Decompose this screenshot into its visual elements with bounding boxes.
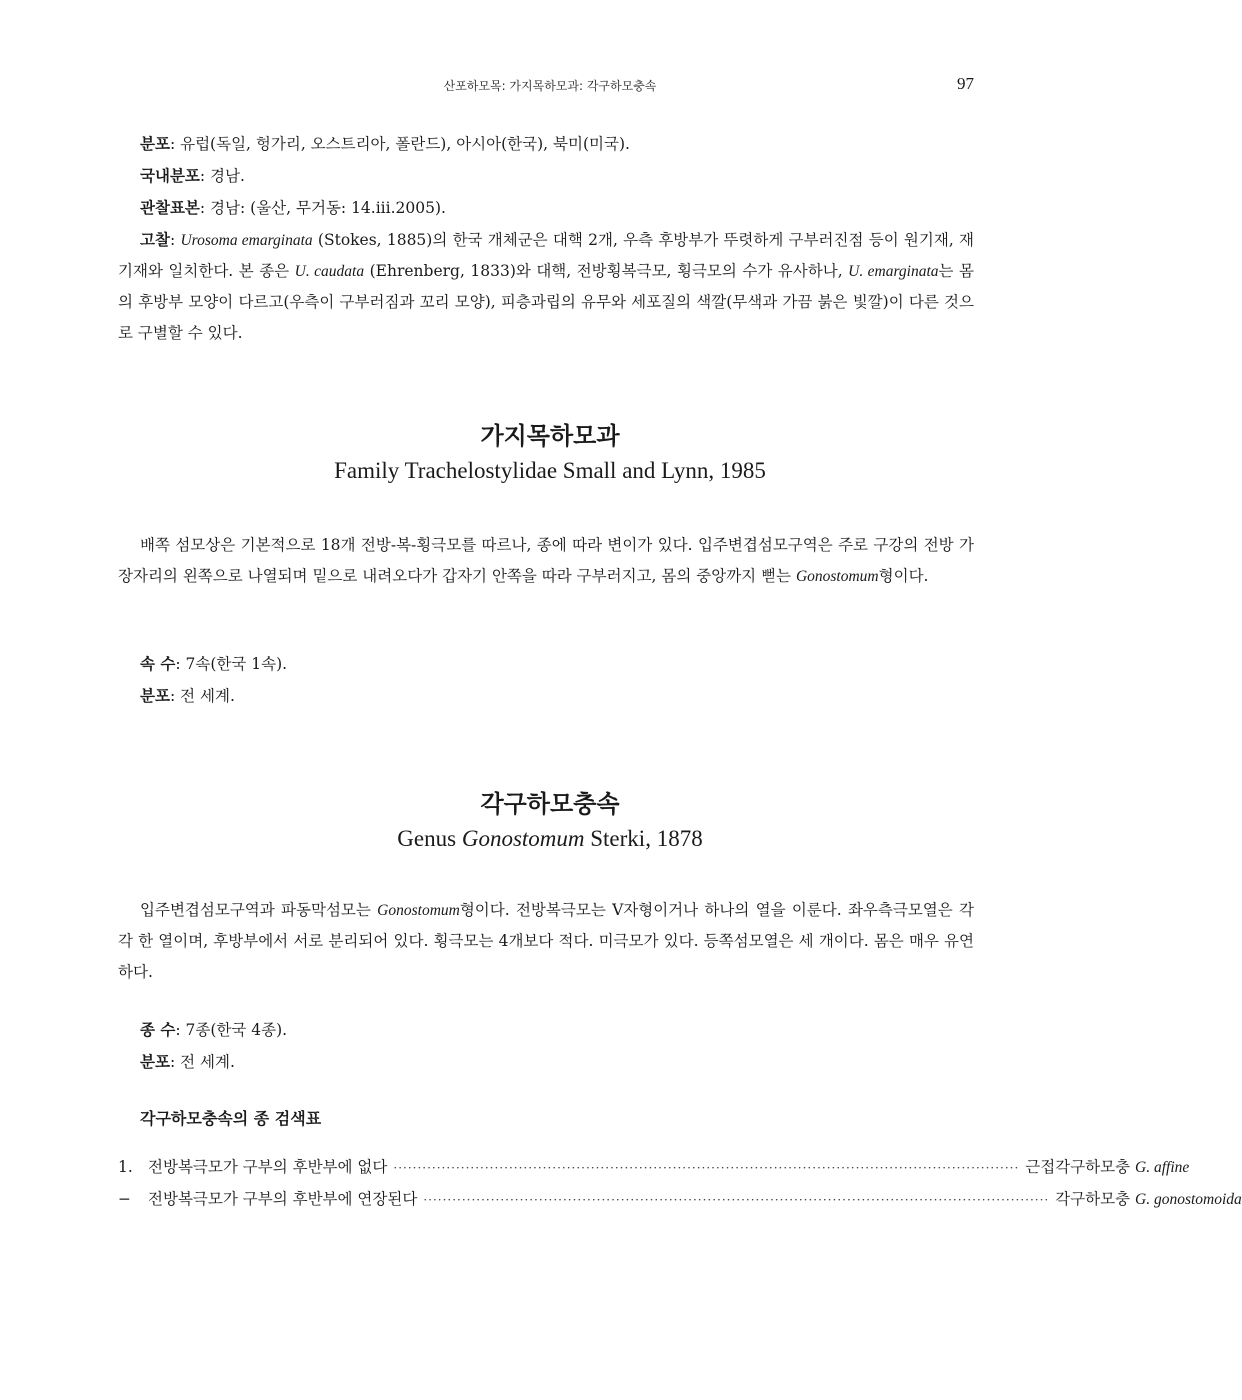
family-summary	[118, 648, 974, 712]
family-description-paragraph	[118, 530, 974, 592]
family-distribution-label: 분포	[140, 686, 170, 705]
distribution-text: : 유럽(독일, 헝가리, 오스트리아, 폴란드), 아시아(한국), 북미(미국).	[169, 135, 630, 153]
page-number: 97	[957, 74, 974, 93]
genera-label: 속 수	[140, 654, 176, 673]
key-result-species: G. gonostomoida	[1135, 1191, 1242, 1208]
genus-summary	[118, 1014, 974, 1078]
remarks-text-2: (Stokes, 1885)의 한국 개체군은 대핵 2개, 우측 후방부가 뚜렷하게 구부러진점 등이 원기재, 재기재와 일치한다. 본 종은	[118, 231, 974, 280]
remarks-text-4: 는 몸의 후방부 모양이 다르고(우측이 구부러짐과 꼬리 모양), 피층과립의 유무와 세포질의 색깔(무색과 가끔 붉은 빛깔)이 다른 것으로 구별할 수 있다.	[118, 262, 974, 342]
species-name-u-caudata: U. caudata	[294, 263, 365, 280]
family-title-en: Family Trachelostylidae Small and Lynn, 1985	[334, 458, 766, 483]
leader-dots: ··································································································································	[423, 1193, 1050, 1207]
species-key-title-block	[118, 1106, 974, 1129]
species-key	[118, 1152, 1242, 1216]
family-distribution-text: : 전 세계.	[169, 687, 235, 705]
species-key-title: 각구하모충속의 종 검색표	[140, 1109, 322, 1128]
genus-name-gonostomum: Gonostomum	[795, 568, 879, 585]
genus-title-suffix: Sterki, 1878	[584, 826, 703, 851]
genus-title-ko: 각구하모충속	[480, 789, 620, 818]
running-header: 산포하모목: 가지목하모과: 각구하모충속	[443, 79, 657, 93]
species-count-line	[118, 1014, 974, 1046]
domestic-text: : 경남.	[199, 167, 245, 185]
key-couplet-text: 전방복극모가 구부의 후반부에 연장된다	[148, 1190, 418, 1208]
family-title-ko: 가지목하모과	[480, 421, 620, 450]
family-desc-text-2: 형이다.	[878, 567, 929, 585]
family-description	[118, 530, 974, 592]
distribution-line	[118, 128, 974, 160]
domestic-distribution-line	[118, 160, 974, 192]
key-result-korean-name: 각구하모충	[1055, 1190, 1136, 1208]
key-couplet-text: 전방복극모가 구부의 후반부에 없다	[148, 1158, 388, 1176]
remarks-label: 고찰	[140, 230, 170, 249]
key-couplet-number: 1.	[118, 1158, 133, 1176]
remarks-text-1: :	[169, 231, 181, 249]
genus-desc-text-2: 형이다. 전방복극모는 V자형이거나 하나의 열을 이룬다. 좌우측극모열은 각각 한 열이며, 후방부에서 서로 분리되어 있다. 횡극모는 4개보다 적다. 미극모가 있다. 등쪽섬모열은 세 개이다. 몸은 매우 유연하다.	[118, 901, 974, 981]
species-account	[118, 128, 974, 349]
key-result-korean-name: 근접각구하모충	[1025, 1158, 1136, 1176]
key-row	[118, 1152, 1190, 1184]
genus-description	[118, 895, 974, 988]
leader-dots: ··································································································································	[393, 1161, 1020, 1175]
genus-distribution-label: 분포	[140, 1052, 170, 1071]
species-name-urosoma-emarginata: Urosoma emarginata	[180, 232, 313, 249]
key-couplet-number: −	[118, 1190, 131, 1208]
specimen-text: : 경남: (울산, 무거동: 14.iii.2005).	[199, 199, 446, 217]
genera-text: : 7속(한국 1속).	[175, 655, 288, 673]
genus-distribution-line	[118, 1046, 974, 1078]
distribution-label: 분포	[140, 134, 170, 153]
remarks-paragraph	[118, 224, 974, 349]
specimen-label: 관찰표본	[140, 198, 200, 217]
family-desc-text-1: 배쪽 섬모상은 기본적으로 18개 전방-복-횡극모를 따르나, 종에 따라 변이가 있다. 입주변겹섬모구역은 주로 구강의 전방 가장자리의 왼쪽으로 나열되며 밑으로 내려오다가 갑자기 안쪽을 따라 구부러지고, 몸의 중앙까지 뻗는	[118, 536, 974, 585]
genus-title-en	[0, 826, 1100, 852]
species-name-u-emarginata: U. emarginata	[848, 263, 939, 280]
key-result-species: G. affine	[1135, 1159, 1190, 1176]
species-count-text: : 7종(한국 4종).	[175, 1021, 288, 1039]
genus-title-prefix: Genus	[397, 826, 462, 851]
specimen-line	[118, 192, 974, 224]
key-result	[1025, 1152, 1189, 1183]
genus-title-italic: Gonostomum	[461, 826, 585, 851]
genus-desc-text-1: 입주변겹섬모구역과 파동막섬모는	[140, 901, 378, 919]
key-row	[118, 1184, 1242, 1216]
genus-desc-italic: Gonostomum	[377, 902, 460, 919]
remarks-text-3: (Ehrenberg, 1833)와 대핵, 전방횡복극모, 횡극모의 수가 유사하나,	[364, 262, 849, 280]
genera-count-line	[118, 648, 974, 680]
family-distribution-line	[118, 680, 974, 712]
key-result	[1055, 1184, 1242, 1215]
genus-distribution-text: : 전 세계.	[169, 1053, 235, 1071]
species-count-label: 종 수	[140, 1020, 176, 1039]
genus-description-paragraph	[118, 895, 974, 988]
domestic-label: 국내분포	[140, 166, 200, 185]
